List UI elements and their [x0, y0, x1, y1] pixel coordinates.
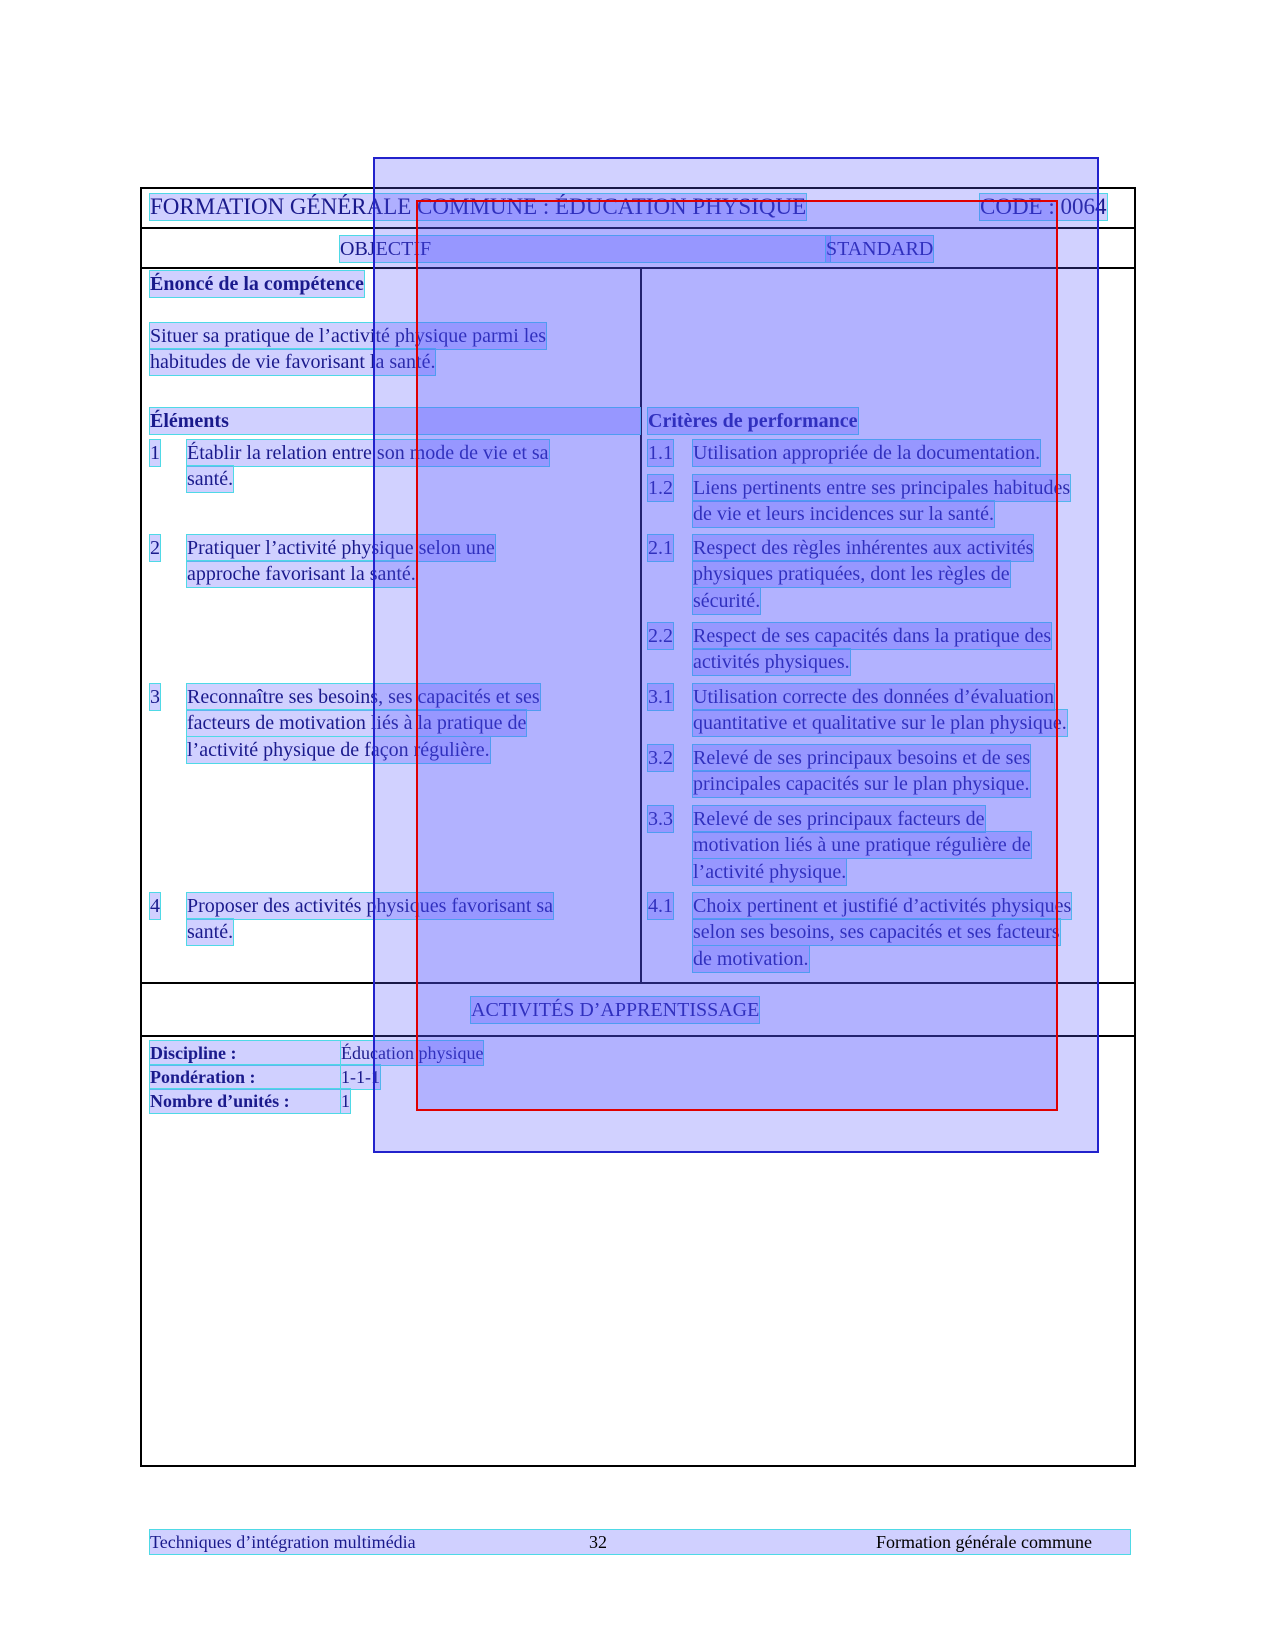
element-text-line: santé.	[187, 921, 234, 944]
units-label: Nombre d’unités :	[150, 1089, 340, 1113]
criterion-text-line: quantitative et qualitative sur le plan physique.	[693, 712, 1067, 735]
criterion-text-line: de motivation.	[693, 947, 809, 970]
criterion-number: 1.1	[648, 442, 673, 464]
element-number: 1	[150, 442, 160, 464]
criterion-text-line: Choix pertinent et justifié d’activités physiques	[693, 895, 1072, 917]
footer-left: Techniques d’intégration multimédia	[150, 1532, 416, 1552]
criterion-text-line: Relevé de ses principaux besoins et de ses	[693, 747, 1031, 769]
element-text-line: Pratiquer l’activité physique selon une	[187, 537, 495, 559]
criterion-text-line: Liens pertinents entre ses principales habitudes	[693, 477, 1071, 499]
element-text-line: facteurs de motivation liés à la pratique de	[187, 712, 527, 735]
footer-right: Formation générale commune	[876, 1532, 1092, 1552]
criterion-text-line: de vie et leurs incidences sur la santé.	[693, 503, 994, 526]
criterion-number: 3.3	[648, 808, 673, 830]
ponderation-value: 1-1-1	[341, 1067, 380, 1087]
form-title: FORMATION GÉNÉRALE COMMUNE : ÉDUCATION PHYSIQUE	[150, 194, 807, 219]
criterion-text-line: physiques pratiquées, dont les règles de	[693, 563, 1010, 586]
criterion-text-line: principales capacités sur le plan physique.	[693, 773, 1030, 796]
criterion-number: 3.2	[648, 747, 673, 769]
criterion-text-line: Relevé de ses principaux facteurs de	[693, 808, 985, 830]
element-text-line: Reconnaître ses besoins, ses capacités et ses	[187, 686, 540, 708]
criterion-number: 3.1	[648, 686, 673, 708]
objective-column-header: OBJECTIF	[340, 236, 830, 262]
footer-page-number: 32	[589, 1532, 607, 1552]
element-number: 4	[150, 895, 160, 917]
competence-line-1: Situer sa pratique de l’activité physique parmi les	[150, 325, 546, 347]
course-code: CODE : 0064	[980, 194, 1107, 219]
discipline-label: Discipline :	[150, 1041, 340, 1065]
element-text-line: l’activité physique de façon régulière.	[187, 738, 490, 761]
criterion-text-line: Utilisation appropriée de la documentation.	[693, 442, 1041, 464]
units-value: 1	[341, 1091, 350, 1111]
criterion-text-line: l’activité physique.	[693, 860, 847, 883]
competence-heading: Énoncé de la compétence	[150, 273, 364, 295]
criterion-text-line: Respect de ses capacités dans la pratique des	[693, 625, 1052, 647]
criterion-number: 2.1	[648, 537, 673, 559]
criterion-text-line: selon ses besoins, ses capacités et ses facteurs	[693, 921, 1060, 944]
standard-column-header: STANDARD	[826, 238, 934, 260]
activities-heading: ACTIVITÉS D’APPRENTISSAGE	[471, 999, 760, 1021]
criteria-heading: Critères de performance	[648, 410, 858, 432]
criterion-number: 1.2	[648, 477, 673, 499]
criterion-text-line: motivation liés à une pratique régulière de	[693, 834, 1031, 857]
criterion-text-line: Utilisation correcte des données d’évaluation	[693, 686, 1054, 708]
element-text-line: santé.	[187, 468, 234, 491]
element-text-line: Établir la relation entre son mode de vie et sa	[187, 442, 549, 464]
criterion-text-line: Respect des règles inhérentes aux activités	[693, 537, 1034, 559]
elements-heading: Éléments	[150, 408, 640, 434]
criterion-text-line: activités physiques.	[693, 651, 850, 674]
criterion-number: 4.1	[648, 895, 673, 917]
discipline-value: Éducation physique	[341, 1043, 484, 1063]
element-text-line: Proposer des activités physiques favorisant sa	[187, 895, 554, 917]
ponderation-label: Pondération :	[150, 1065, 340, 1089]
element-number: 3	[150, 686, 160, 708]
criterion-text-line: sécurité.	[693, 589, 761, 612]
element-number: 2	[150, 537, 160, 559]
element-text-line: approche favorisant la santé.	[187, 563, 416, 586]
annotation-region-inner	[416, 200, 1058, 1111]
criterion-number: 2.2	[648, 625, 673, 647]
competence-line-2: habitudes de vie favorisant la santé.	[150, 351, 436, 373]
